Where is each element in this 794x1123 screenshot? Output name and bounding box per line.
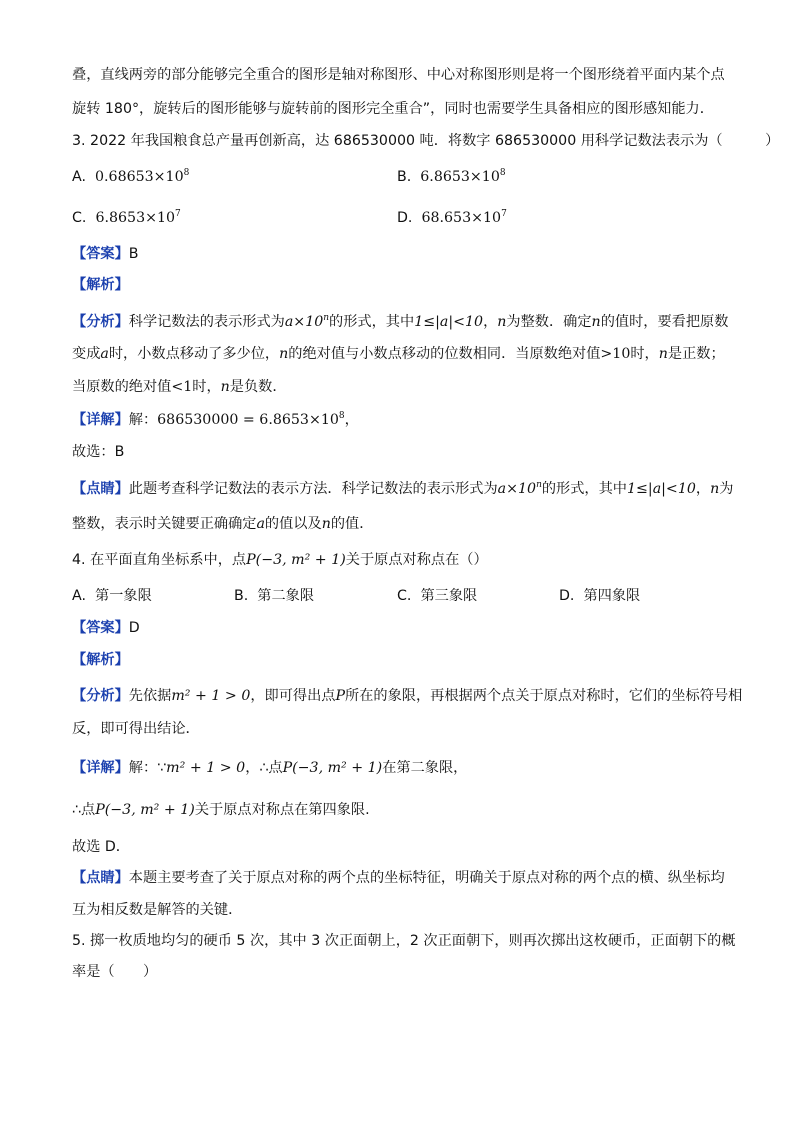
option-exponent: 8 [499, 168, 506, 178]
q4-option-a [72, 586, 152, 606]
formula-a-x-10n: a×10 [284, 314, 324, 330]
formula-range: 1≤|a|<10 [627, 481, 696, 497]
text: 时， [192, 379, 221, 395]
fenxi-tag: 【分析】 [72, 688, 129, 704]
text: 变成 [72, 346, 101, 362]
point-p: P(−3, m² + 1) [95, 802, 195, 818]
text: ，∴点 [245, 760, 283, 776]
var-n: n [591, 314, 601, 330]
text: 当原数的绝对值 [72, 379, 172, 395]
detail-exponent: 8 [338, 411, 345, 421]
q3-option-b [397, 167, 506, 187]
text: ， [344, 412, 359, 428]
formula-range: 1≤|a|<10 [414, 314, 484, 330]
var-a: a [100, 346, 109, 362]
q3-comment-line-2 [72, 514, 734, 534]
fenxi-tag: 【分析】 [72, 314, 129, 330]
formula-exp-n: n [536, 480, 542, 490]
option-value: 6.8653×10 [95, 210, 176, 226]
option-text: 第三象限 [420, 588, 478, 604]
option-text: 第一象限 [95, 588, 152, 604]
text: 时， [630, 346, 659, 362]
q3-analysis-tag [72, 275, 734, 295]
text: 时，小数点移动了多少位， [108, 346, 280, 362]
var-n: n [279, 346, 289, 362]
text: 的绝对值与小数点移动的位数相同．当原数绝对值 [288, 346, 601, 362]
detail-tag: 【详解】 [72, 760, 129, 776]
analysis-tag: 【解析】 [72, 277, 129, 293]
q5-stem-line-1: 5. 掷一枚质地均匀的硬币 5 次，其中 3 次正面朝上，2 次正面朝下，则再次掷出这枚硬币，正面朝下的概 [72, 933, 736, 949]
text: 为整数．确定 [506, 314, 592, 330]
analysis-tag: 【解析】 [72, 652, 129, 668]
text: 解： [128, 412, 158, 428]
q4-option-b [234, 586, 314, 606]
q4-answer [72, 618, 734, 638]
comment-tag: 【点睛】 [72, 481, 129, 497]
text: 所在的象限，再根据两个点关于原点对称时，它们的坐标符号相 [345, 688, 743, 704]
q4-stem [72, 550, 734, 570]
q4-choose: 故选 D． [72, 839, 130, 855]
text: 的值时，要看把原数 [600, 314, 729, 330]
intro-line-2: 旋转 180°，旋转后的图形能够与旋转前的图形完全重合”，同时也需要学生具备相应的图形感知能力． [72, 101, 714, 117]
option-value: 6.8653×10 [420, 169, 500, 185]
formula-lt1: <1 [171, 379, 193, 395]
option-letter: A. [72, 588, 86, 604]
detail-formula: 686530000 = 6.8653×10 [157, 412, 339, 428]
q4-detail-line-2 [72, 800, 734, 820]
var-a: a [256, 516, 265, 532]
text: 的形式，其中 [329, 314, 415, 330]
answer-value: B [128, 246, 139, 262]
q3-detail [72, 410, 734, 430]
option-letter: A. [72, 169, 86, 185]
option-letter: C. [72, 210, 87, 226]
answer-tag: 【答案】 [72, 246, 129, 262]
q3-fenxi-line-3 [72, 377, 734, 397]
option-letter: D. [397, 210, 413, 226]
q3-choose: 故选：B [72, 444, 125, 460]
text: 科学记数法的表示形式为 [128, 314, 285, 330]
option-text: 第二象限 [257, 588, 315, 604]
option-value: 68.653×10 [421, 210, 502, 226]
text: 是正数； [667, 346, 725, 362]
q4-fenxi-line-1 [72, 686, 743, 706]
comment-tag: 【点睛】 [72, 870, 129, 886]
formula-gt10: >10 [600, 346, 631, 362]
formula-inequality: m² + 1 > 0 [166, 760, 246, 776]
text: 为 [719, 481, 734, 497]
var-n: n [710, 481, 720, 497]
point-p: P(−3, m² + 1) [282, 760, 383, 776]
q3-option-c [72, 208, 181, 228]
detail-tag: 【详解】 [72, 412, 129, 428]
option-exponent: 7 [501, 209, 507, 219]
q4-option-d [559, 586, 640, 606]
var-p: P [335, 688, 346, 704]
q3-option-d [397, 208, 507, 228]
q3-answer [72, 244, 734, 264]
formula-a-x-10n: a×10 [497, 481, 537, 497]
var-n: n [497, 314, 507, 330]
var-n: n [220, 379, 230, 395]
text: 本题主要考查了关于原点对称的两个点的坐标特征，明确关于原点对称的两个点的横、纵坐标均 [128, 870, 725, 886]
var-n: n [658, 346, 668, 362]
q3-option-a [72, 167, 189, 187]
text: 的值以及 [264, 516, 322, 532]
q5-stem-line-2: 率是（ ） [72, 964, 158, 980]
q4-option-c [397, 586, 477, 606]
text: 此题考查科学记数法的表示方法．科学记数法的表示形式为 [128, 481, 498, 497]
text: 解：∵ [128, 760, 167, 776]
option-letter: C. [397, 588, 412, 604]
point-p: P(−3, m² + 1) [246, 552, 346, 568]
intro-line-1: 叠，直线两旁的部分能够完全重合的图形是轴对称图形、中心对称图形则是将一个图形绕着平面内某个点 [72, 67, 725, 83]
text: 是负数． [229, 379, 287, 395]
q4-analysis-tag [72, 650, 734, 670]
text: 关于原点对称点在第四象限. [194, 802, 370, 818]
text: 关于原点对称点在（） [345, 552, 488, 568]
answer-value: D [128, 620, 140, 636]
option-exponent: 7 [175, 209, 181, 219]
q4-comment-line-2: 互为相反数是解答的关键． [72, 902, 243, 918]
q3-fenxi-line-1 [72, 312, 734, 332]
option-value: 0.68653×10 [95, 169, 184, 185]
q4-fenxi-line-2: 反，即可得出结论． [72, 721, 200, 737]
text: ∴点 [72, 802, 96, 818]
text: 的值． [330, 516, 374, 532]
q3-comment-line-1 [72, 479, 734, 499]
text: ，即可得出点 [250, 688, 336, 704]
option-letter: D. [559, 588, 575, 604]
option-letter: B. [397, 169, 412, 185]
option-text: 第四象限 [583, 588, 641, 604]
text: 在第二象限， [382, 760, 468, 776]
text: ， [483, 314, 498, 330]
q3-fenxi-line-2 [72, 344, 734, 364]
text: 4. 在平面直角坐标系中，点 [72, 552, 247, 568]
q3-stem: 3. 2022 年我国粮食总产量再创新高，达 686530000 吨．将数字 686530000 用科学记数法表示为（ ） [72, 133, 780, 149]
option-letter: B. [234, 588, 249, 604]
formula-inequality: m² + 1 > 0 [171, 688, 251, 704]
var-n: n [321, 516, 331, 532]
text: ， [695, 481, 711, 497]
option-exponent: 8 [183, 168, 190, 178]
formula-exp-n: n [323, 313, 330, 323]
q4-detail-line-1 [72, 758, 734, 778]
text: 的形式，其中 [541, 481, 627, 497]
q4-comment-line-1 [72, 868, 734, 888]
text: 先依据 [128, 688, 172, 704]
text: 整数，表示时关键要正确确定 [72, 516, 257, 532]
answer-tag: 【答案】 [72, 620, 129, 636]
